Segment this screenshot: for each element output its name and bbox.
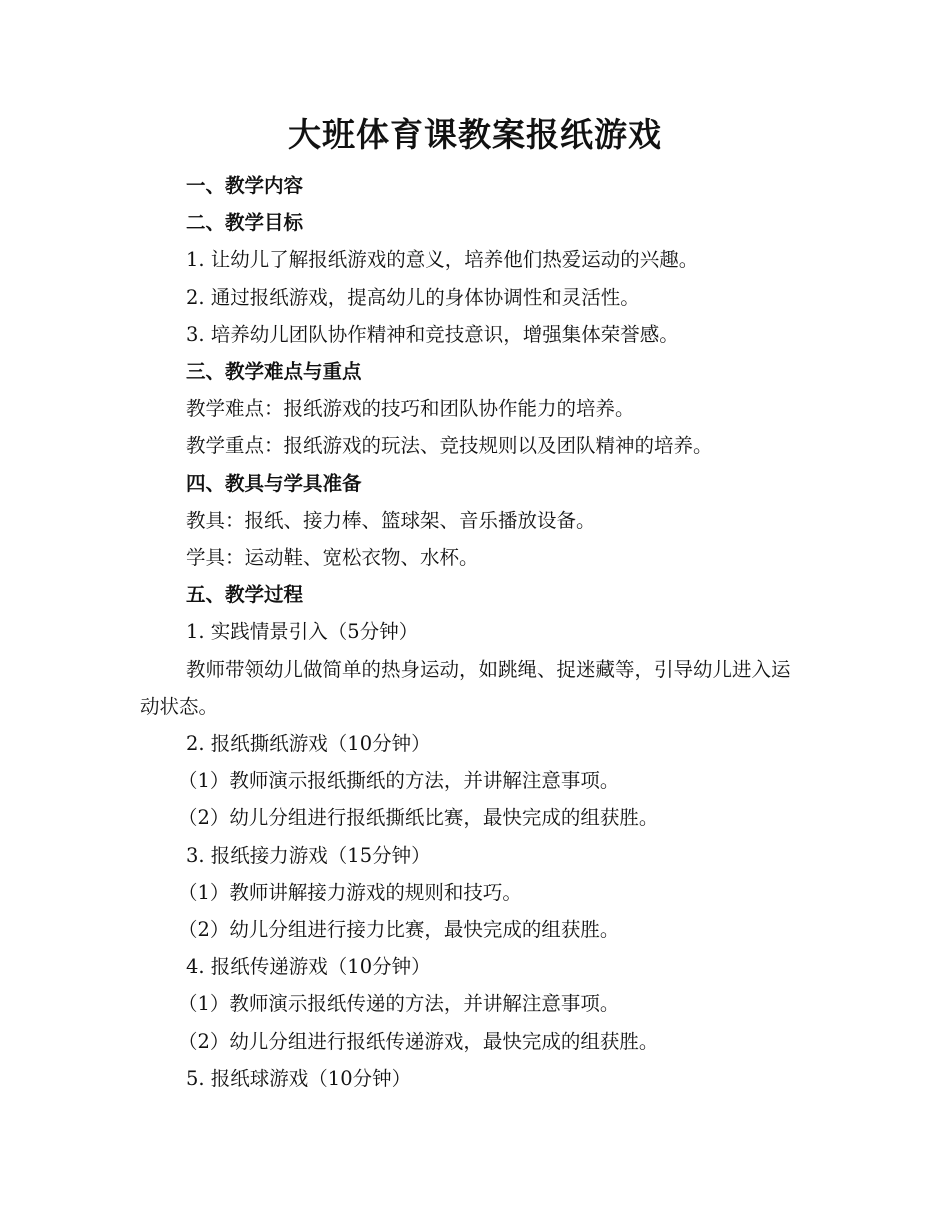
section-heading-process: 五、教学过程 xyxy=(186,583,304,607)
document-body xyxy=(140,167,800,1097)
section-heading-difficulties: 三、教学难点与重点 xyxy=(186,360,362,384)
process-substep: （1）教师演示报纸传递的方法，并讲解注意事项。 xyxy=(178,992,620,1016)
key-point-text: 教学重点：报纸游戏的玩法、竞技规则以及团队精神的培养。 xyxy=(186,434,713,458)
teaching-materials-text: 教具：报纸、接力棒、篮球架、音乐播放设备。 xyxy=(186,508,596,532)
difficulty-text: 教学难点：报纸游戏的技巧和团队协作能力的培养。 xyxy=(186,397,635,421)
process-step: 4. 报纸传递游戏（10分钟） xyxy=(186,955,431,979)
process-step: 1. 实践情景引入（5分钟） xyxy=(186,620,419,644)
goal-item: 1. 让幼儿了解报纸游戏的意义，培养他们热爱运动的兴趣。 xyxy=(186,248,699,272)
process-step: 2. 报纸撕纸游戏（10分钟） xyxy=(186,732,431,756)
process-step: 5. 报纸球游戏（10分钟） xyxy=(186,1066,412,1090)
process-paragraph: 教师带领幼儿做简单的热身运动，如跳绳、捉迷藏等，引导幼儿进入运动状态。 xyxy=(140,657,791,718)
process-substep: （2）幼儿分组进行报纸撕纸比赛，最快完成的组获胜。 xyxy=(178,806,659,830)
process-substep: （2）幼儿分组进行接力比赛，最快完成的组获胜。 xyxy=(178,918,620,942)
process-substep: （2）幼儿分组进行报纸传递游戏，最快完成的组获胜。 xyxy=(178,1029,659,1053)
process-substep: （1）教师讲解接力游戏的规则和技巧。 xyxy=(178,880,522,904)
document-title: 大班体育课教案报纸游戏 xyxy=(288,115,662,154)
section-heading-content: 一、教学内容 xyxy=(186,174,304,197)
section-heading-goals: 二、教学目标 xyxy=(186,211,304,235)
section-heading-materials: 四、教具与学具准备 xyxy=(186,471,362,495)
student-materials-text: 学具：运动鞋、宽松衣物、水杯。 xyxy=(186,546,479,570)
goal-item: 3. 培养幼儿团队协作精神和竞技意识，增强集体荣誉感。 xyxy=(186,322,679,346)
process-substep: （1）教师演示报纸撕纸的方法，并讲解注意事项。 xyxy=(178,769,620,793)
process-step: 3. 报纸接力游戏（15分钟） xyxy=(186,843,431,867)
goal-item: 2. 通过报纸游戏，提高幼儿的身体协调性和灵活性。 xyxy=(186,285,640,309)
